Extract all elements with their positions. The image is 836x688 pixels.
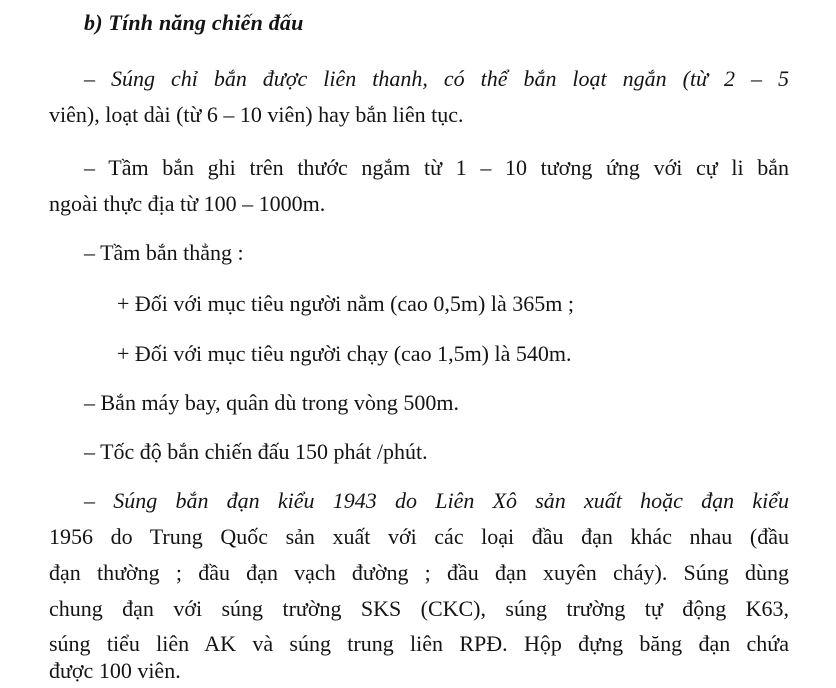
paragraph-line: – Tầm bắn ghi trên thước ngắm từ 1 – 10 tương ứng với cự li bắn: [84, 155, 789, 180]
paragraph-line: ngoài thực địa từ 100 – 1000m.: [49, 191, 326, 216]
paragraph-line: viên), loạt dài (từ 6 – 10 viên) hay bắn liên tục.: [49, 102, 464, 127]
paragraph-line: – Tốc độ bắn chiến đấu 150 phát /phút.: [84, 439, 428, 464]
list-item: + Đối với mục tiêu người chạy (cao 1,5m) là 540m.: [117, 341, 572, 366]
paragraph-line: 1956 do Trung Quốc sản xuất với các loại đầu đạn khác nhau (đầu: [49, 524, 789, 549]
paragraph-line: – Tầm bắn thẳng :: [84, 240, 244, 265]
paragraph-line: chung đạn với súng trường SKS (CKC), súng trường tự động K63,: [49, 596, 789, 621]
paragraph-line: được 100 viên.: [49, 658, 181, 683]
list-item: + Đối với mục tiêu người nằm (cao 0,5m) là 365m ;: [117, 291, 574, 316]
paragraph-line: đạn thường ; đầu đạn vạch đường ; đầu đạn xuyên cháy). Súng dùng: [49, 560, 789, 585]
section-title: b) Tính năng chiến đấu: [84, 10, 304, 35]
paragraph-line: súng tiểu liên AK và súng trung liên RPĐ. Hộp đựng băng đạn chứa: [49, 631, 789, 656]
paragraph-line: – Súng bắn đạn kiểu 1943 do Liên Xô sản xuất hoặc đạn kiểu: [84, 488, 789, 513]
paragraph-line: – Bắn máy bay, quân dù trong vòng 500m.: [84, 390, 459, 415]
paragraph-line: – Súng chỉ bắn được liên thanh, có thể bắn loạt ngắn (từ 2 – 5: [84, 66, 789, 91]
